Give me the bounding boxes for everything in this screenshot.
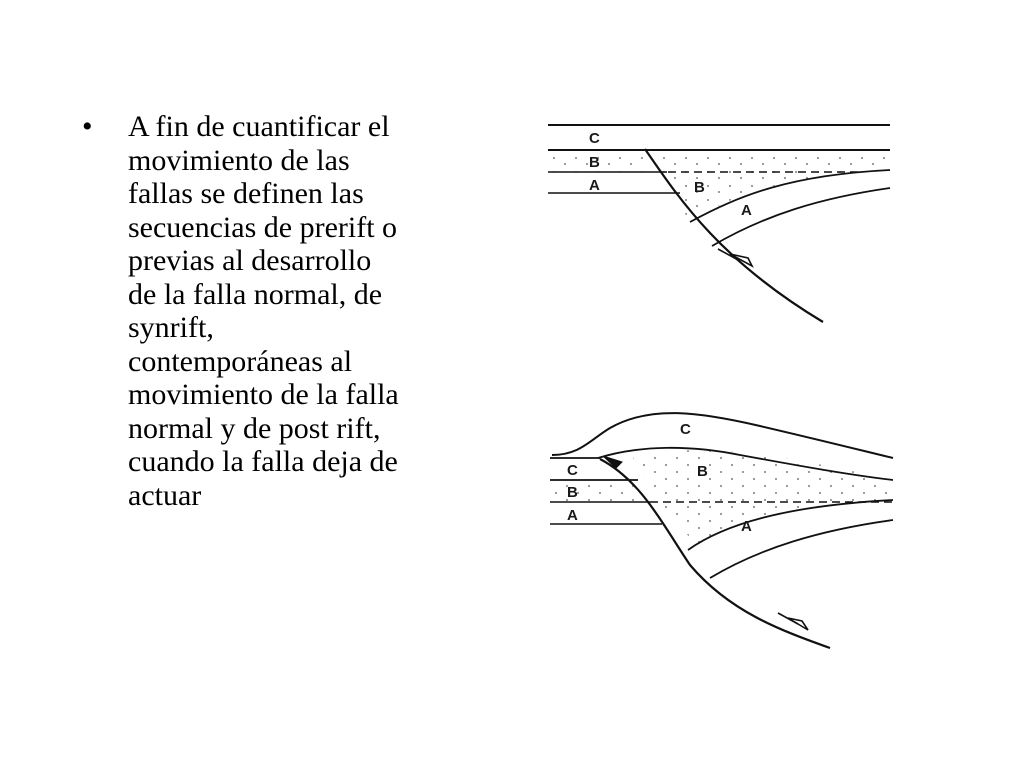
label-b-right: B — [694, 179, 705, 196]
label-a-right: A — [741, 518, 752, 535]
slip-arrow-shaft — [778, 613, 798, 624]
text-line: secuencias de prerift o — [128, 210, 398, 244]
layer-b-fill-right — [633, 450, 893, 548]
label-a-right: A — [741, 202, 752, 219]
text-line: movimiento de las — [128, 143, 350, 177]
label-a-left: A — [589, 177, 600, 194]
label-c-left: C — [589, 130, 600, 147]
text-line: synrift, — [128, 311, 214, 344]
text-line: A fin de cuantificar el — [128, 110, 390, 143]
text-line: cuando la falla deja de — [128, 445, 398, 478]
label-b-left: B — [589, 154, 600, 171]
layer-a-base-curve — [710, 520, 893, 578]
label-b-left: B — [567, 484, 578, 501]
text-line: normal y de post rift, — [128, 411, 381, 445]
layer-b-fill-left — [550, 480, 640, 502]
text-line: de la falla normal, de — [128, 277, 383, 311]
bullet-symbol: • — [82, 110, 93, 143]
label-b-right: B — [697, 463, 708, 480]
label-c-top: C — [680, 421, 691, 438]
text-line: contemporáneas al — [128, 344, 353, 378]
text-line: previas al desarrollo — [128, 244, 372, 277]
label-c-left: C — [567, 462, 578, 479]
text-line: fallas se definen las — [128, 177, 364, 210]
text-line: movimiento de la falla — [128, 378, 399, 411]
label-a-left: A — [567, 507, 578, 524]
text-line: actuar — [128, 478, 202, 512]
